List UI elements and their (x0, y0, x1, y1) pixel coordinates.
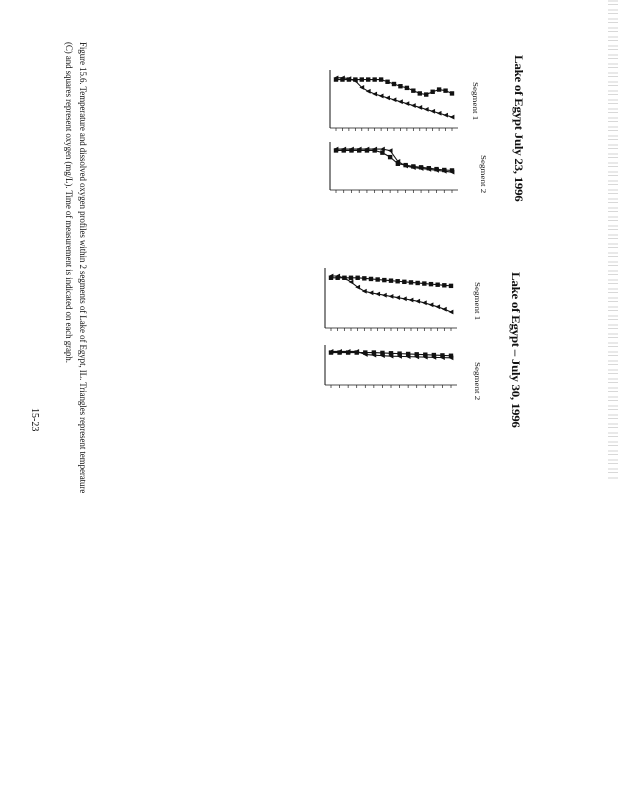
chart-b2-square-point (355, 350, 359, 354)
chart-b2-square-point (397, 351, 401, 355)
chart-b2-square-point (406, 352, 410, 356)
chart-b2-square-point (423, 352, 427, 356)
figure-a-title: Lake of Egypt July 23, 1996 (512, 55, 525, 202)
figure-b-segment-2-label: Segment 2 (473, 362, 482, 401)
figure-caption-line-1: Figure 15.6. Temperature and dissolved oxygen profiles within 2 segments of Lake of Egypt, IL. Triangles represent temperature (78, 42, 88, 494)
page-number: 15-23 (29, 408, 40, 432)
chart-b2-square-point (440, 353, 444, 357)
figure-a-segment-1-label: Segment 1 (471, 82, 480, 121)
chart-b2-square-point (432, 353, 436, 357)
chart-b2-square-point (449, 354, 453, 358)
figure-a-segment-2-label: Segment 2 (479, 155, 488, 194)
chart-b2-square-point (363, 350, 367, 354)
chart-b2-square-point (337, 350, 341, 354)
chart-b2-square-point (329, 350, 333, 354)
chart-b2-square-point (389, 351, 393, 355)
chart-b2-square-point (372, 350, 376, 354)
chart-b2-square-point (415, 352, 419, 356)
figure-caption-line-2: (C) and squares represent oxygen (mg/L). Time of measurement is indicated on each graph. (64, 42, 74, 363)
chart-b2-square-point (346, 350, 350, 354)
figure-b-title: Lake of Egypt – July 30, 1996 (509, 272, 522, 428)
figure-b-segment-1-label: Segment 1 (473, 282, 482, 321)
chart-b2-square-point (380, 351, 384, 355)
